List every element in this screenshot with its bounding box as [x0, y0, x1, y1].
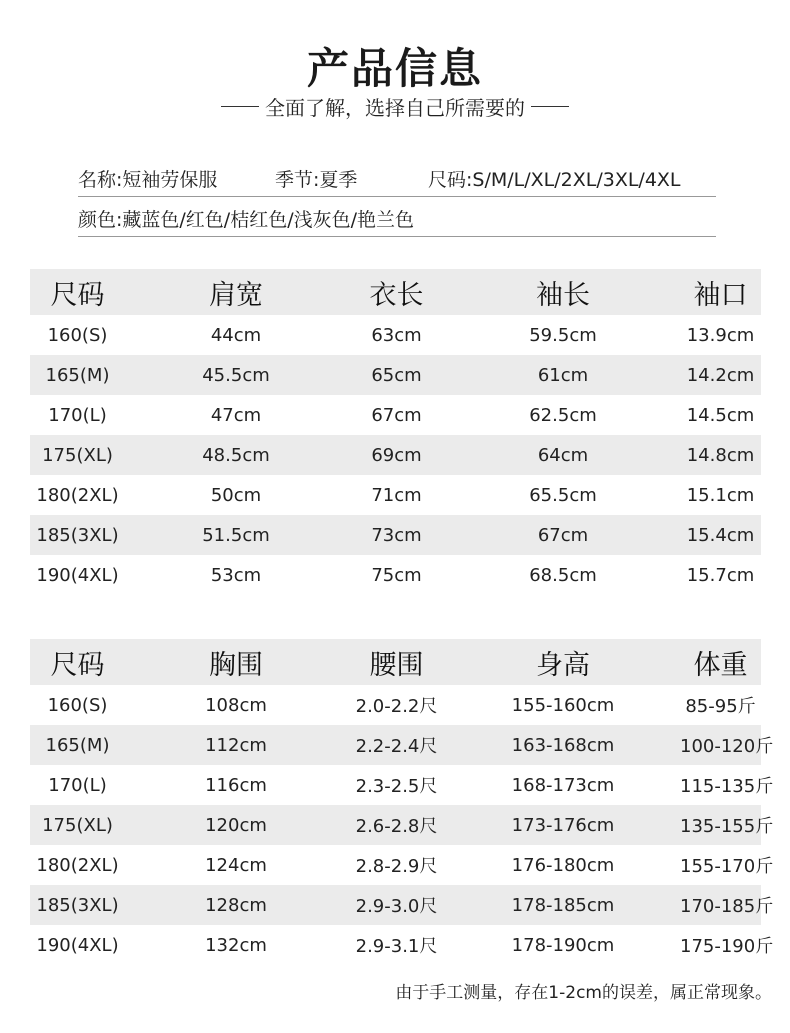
table-row: [30, 725, 761, 765]
cell-weight: 85-95斤: [685, 696, 756, 717]
header-weight: 体重: [680, 639, 761, 685]
cell-cuff: 15.7cm: [686, 564, 755, 586]
cell-sleeve: 61cm: [446, 355, 680, 395]
table-row: [30, 845, 761, 885]
cell-cuff: 13.9cm: [686, 324, 755, 346]
subtitle-right-rule: [531, 106, 569, 107]
cell-weight: 155-170斤: [680, 856, 774, 877]
cell-cuff: 14.8cm: [680, 435, 761, 475]
cell-size: 165(M): [30, 725, 125, 765]
cell-waist: 2.2-2.4尺: [347, 725, 446, 765]
cell-shoulder: 48.5cm: [125, 435, 347, 475]
size-table-garment: [30, 269, 761, 595]
cell-size: 175(XL): [30, 805, 125, 845]
cell-height: 163-168cm: [446, 725, 680, 765]
cell-waist: 2.3-2.5尺: [355, 776, 438, 797]
cell-shoulder: 44cm: [210, 324, 262, 346]
table-row: [30, 805, 761, 845]
table-row: [30, 355, 761, 395]
cell-height: 155-160cm: [511, 694, 615, 716]
subtitle: [0, 92, 790, 121]
table-row: [30, 925, 761, 965]
cell-shoulder: 53cm: [210, 564, 262, 586]
cell-chest: 116cm: [205, 774, 267, 796]
cell-size: 190(4XL): [36, 934, 119, 956]
header-shoulder: 肩宽: [125, 269, 347, 315]
header-size: 尺码: [30, 269, 125, 315]
info-name: 名称:短袖劳保服: [78, 169, 218, 191]
cell-size: 180(2XL): [36, 484, 119, 506]
header-height: 身高: [446, 639, 680, 685]
info-colors: 颜色:藏蓝色/红色/桔红色/浅灰色/艳兰色: [78, 209, 415, 231]
cell-weight: 175-190斤: [680, 936, 774, 957]
cell-weight: 170-185斤: [680, 885, 761, 925]
table-row: [30, 885, 761, 925]
table-header-row: [30, 639, 761, 685]
header-sleeve: 袖长: [446, 269, 680, 315]
page-title: 产品信息: [306, 44, 483, 93]
cell-waist: 2.9-3.0尺: [347, 885, 446, 925]
cell-cuff: 15.1cm: [686, 484, 755, 506]
cell-sleeve: 65.5cm: [529, 484, 597, 506]
table-row: [30, 765, 761, 805]
cell-sleeve: 59.5cm: [529, 324, 597, 346]
header-cuff: 袖口: [680, 269, 761, 315]
measurement-note: 由于手工测量，存在1-2cm的误差，属正常现象。: [395, 983, 772, 1003]
cell-cuff: 15.4cm: [680, 515, 761, 555]
table-row: [30, 515, 761, 555]
cell-weight: 115-135斤: [680, 776, 774, 797]
cell-length: 67cm: [371, 404, 422, 426]
table-row: [30, 475, 761, 515]
cell-chest: 132cm: [205, 934, 267, 956]
info-row-2: [78, 204, 716, 237]
cell-size: 160(S): [47, 694, 108, 716]
cell-waist: 2.8-2.9尺: [355, 856, 438, 877]
cell-height: 168-173cm: [511, 774, 615, 796]
cell-waist: 2.0-2.2尺: [355, 696, 438, 717]
cell-chest: 128cm: [125, 885, 347, 925]
table-row: [30, 555, 761, 595]
cell-length: 69cm: [347, 435, 446, 475]
info-row-1: [78, 164, 716, 197]
cell-height: 178-185cm: [446, 885, 680, 925]
header-waist: 腰围: [347, 639, 446, 685]
cell-weight: 135-155斤: [680, 805, 761, 845]
cell-height: 176-180cm: [511, 854, 615, 876]
cell-size: 190(4XL): [36, 564, 119, 586]
table-header-row: [30, 269, 761, 315]
cell-waist: 2.6-2.8尺: [347, 805, 446, 845]
cell-sleeve: 62.5cm: [529, 404, 597, 426]
cell-cuff: 14.5cm: [686, 404, 755, 426]
cell-size: 185(3XL): [30, 885, 125, 925]
cell-size: 165(M): [30, 355, 125, 395]
subtitle-left-rule: [221, 106, 259, 107]
cell-chest: 120cm: [125, 805, 347, 845]
cell-size: 160(S): [47, 324, 108, 346]
cell-chest: 124cm: [205, 854, 267, 876]
info-sizes: 尺码:S/M/L/XL/2XL/3XL/4XL: [428, 169, 681, 191]
cell-sleeve: 68.5cm: [529, 564, 597, 586]
cell-size: 170(L): [48, 404, 107, 426]
info-season: 季节:夏季: [275, 169, 358, 191]
table-row: [30, 395, 761, 435]
header-size: 尺码: [30, 639, 125, 685]
cell-size: 180(2XL): [36, 854, 119, 876]
header-length: 衣长: [347, 269, 446, 315]
size-table-body: [30, 639, 774, 965]
cell-size: 170(L): [48, 774, 107, 796]
table-row: [30, 435, 761, 475]
cell-shoulder: 50cm: [210, 484, 262, 506]
subtitle-text: 全面了解，选择自己所需要的: [265, 96, 525, 120]
cell-length: 63cm: [371, 324, 422, 346]
cell-weight: 100-120斤: [680, 725, 761, 765]
cell-chest: 108cm: [205, 694, 267, 716]
cell-size: 185(3XL): [30, 515, 125, 555]
cell-shoulder: 47cm: [210, 404, 262, 426]
cell-shoulder: 51.5cm: [125, 515, 347, 555]
table-row: [30, 685, 761, 725]
table-row: [30, 315, 761, 355]
cell-shoulder: 45.5cm: [125, 355, 347, 395]
cell-size: 175(XL): [30, 435, 125, 475]
cell-sleeve: 64cm: [446, 435, 680, 475]
cell-length: 75cm: [371, 564, 422, 586]
cell-sleeve: 67cm: [446, 515, 680, 555]
cell-length: 73cm: [347, 515, 446, 555]
cell-length: 65cm: [347, 355, 446, 395]
cell-waist: 2.9-3.1尺: [355, 936, 438, 957]
cell-length: 71cm: [371, 484, 422, 506]
cell-height: 173-176cm: [446, 805, 680, 845]
cell-cuff: 14.2cm: [680, 355, 761, 395]
cell-height: 178-190cm: [511, 934, 615, 956]
header-chest: 胸围: [125, 639, 347, 685]
cell-chest: 112cm: [125, 725, 347, 765]
